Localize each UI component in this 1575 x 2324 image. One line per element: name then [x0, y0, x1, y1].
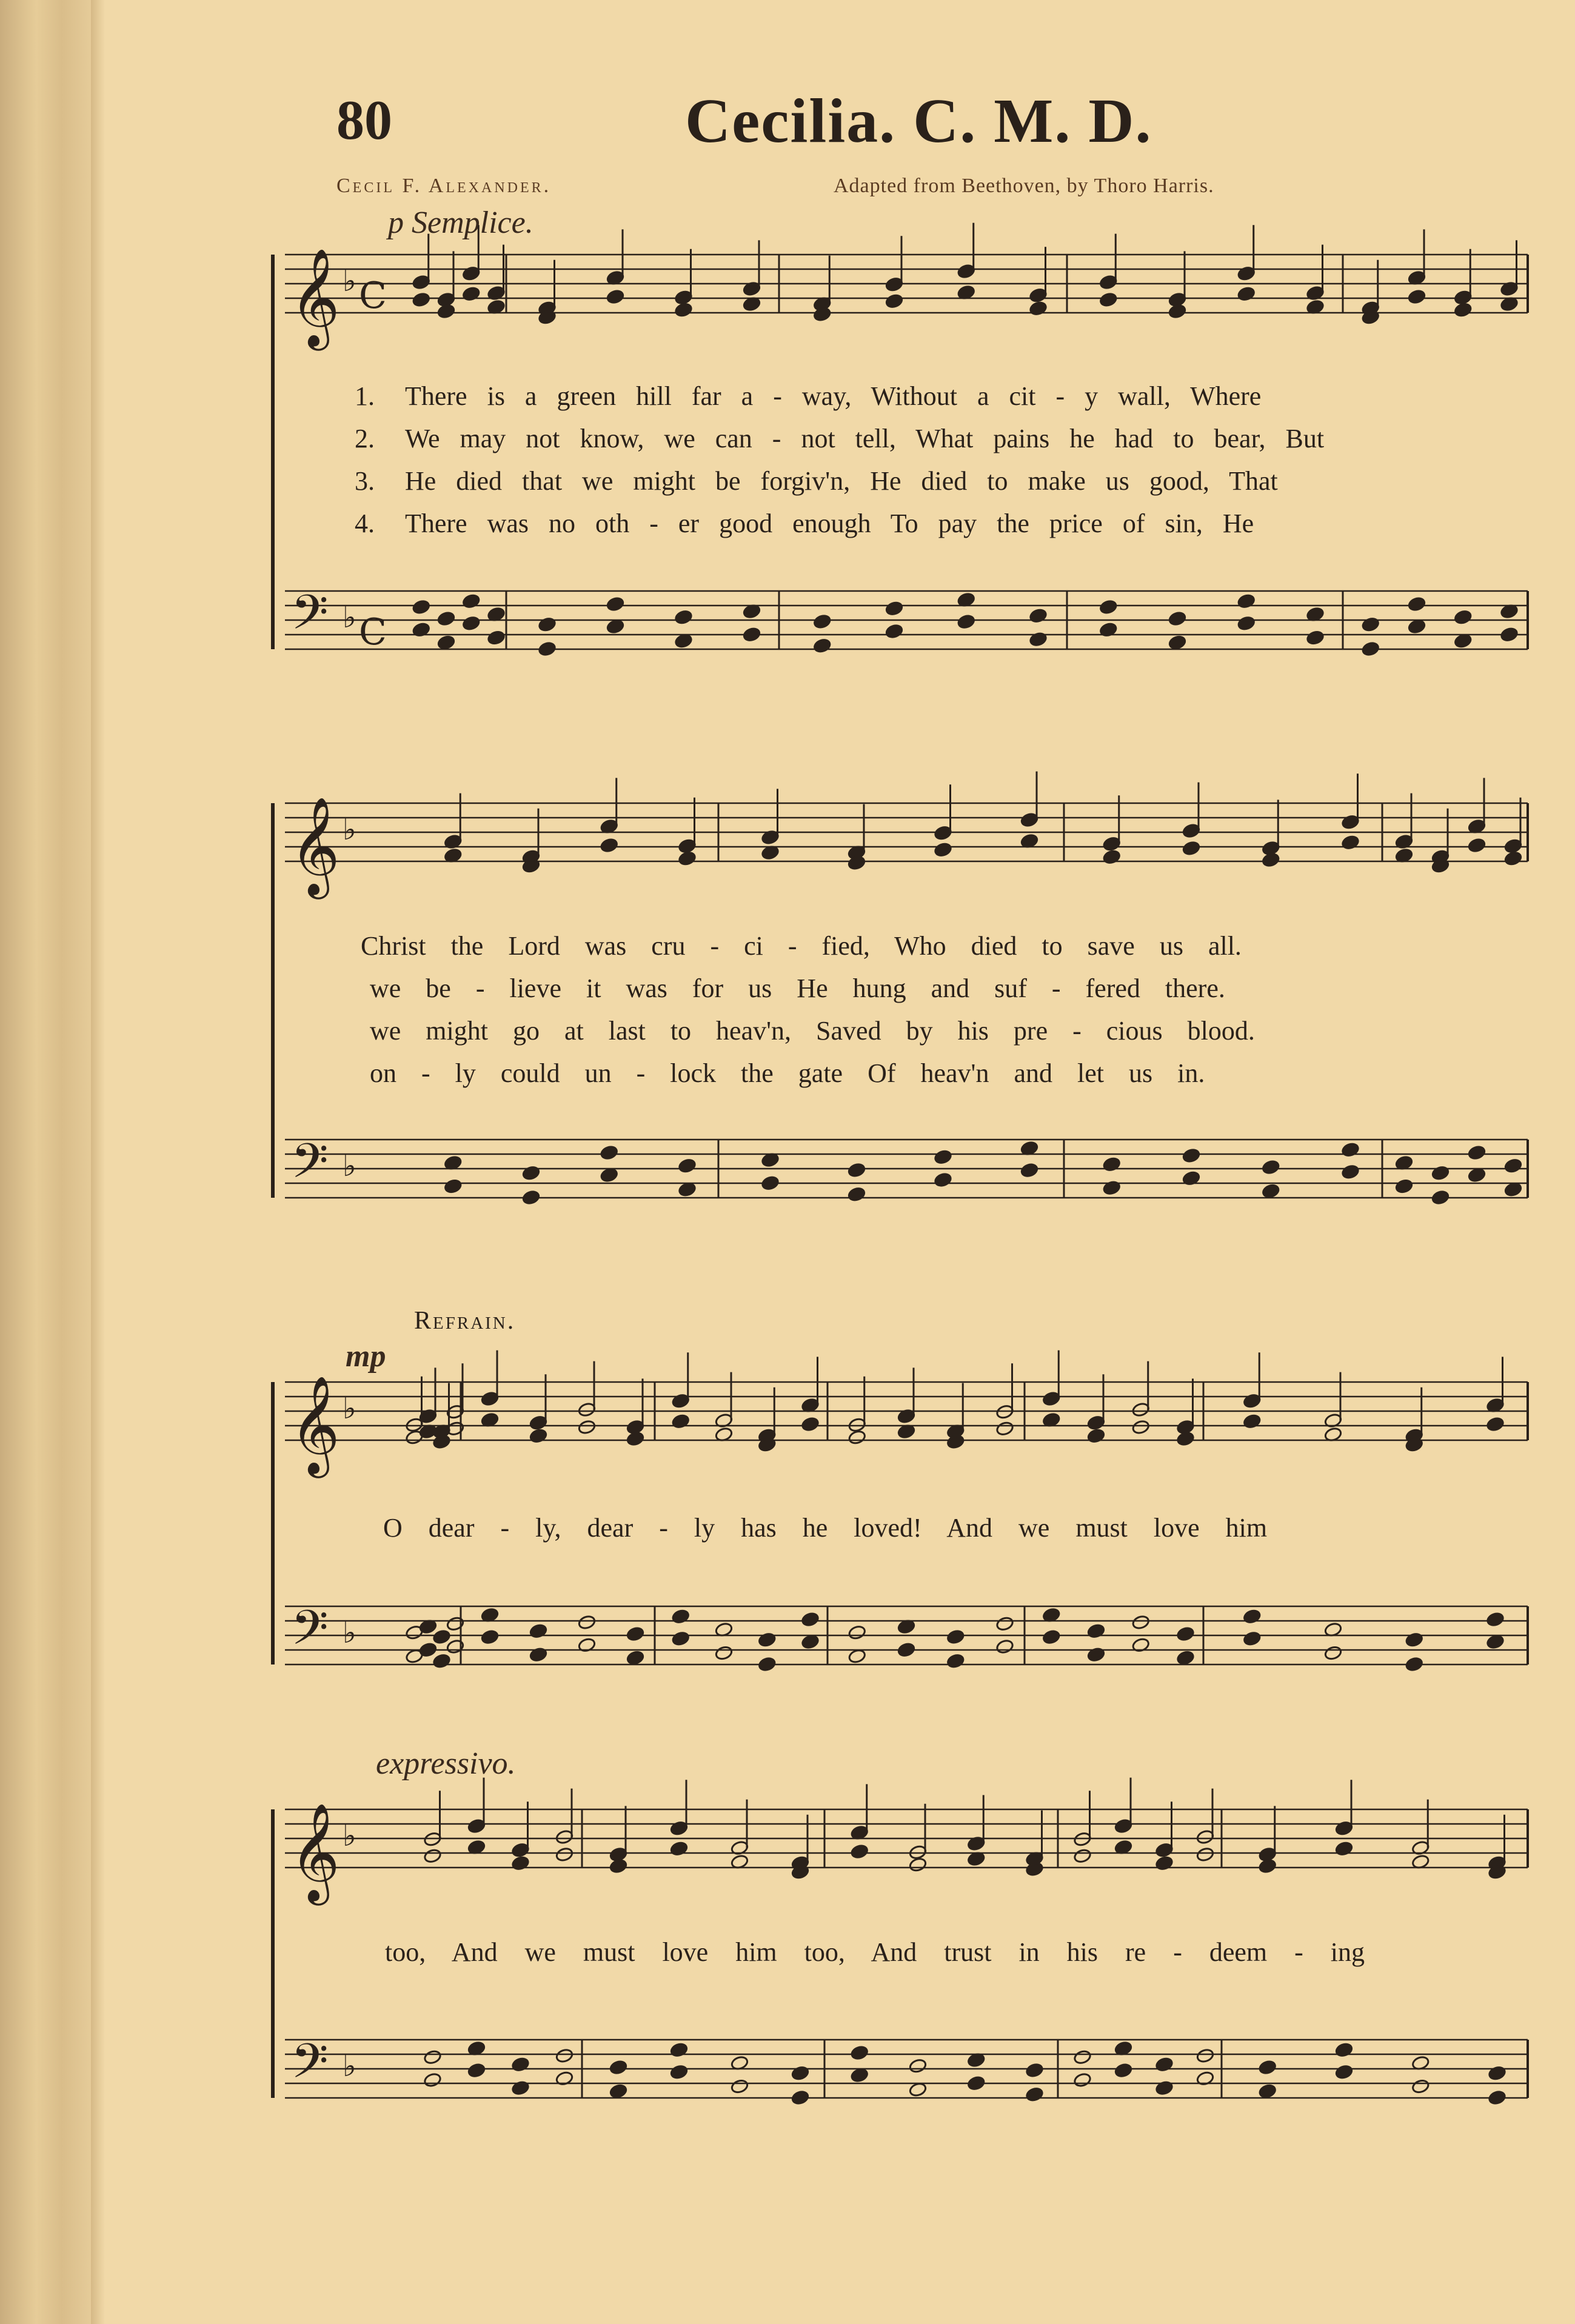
note-head — [1042, 1629, 1061, 1645]
note-head — [1102, 849, 1121, 865]
note-head — [1454, 302, 1473, 318]
note-head — [1486, 1417, 1505, 1432]
lyric-line-s2-v3: we might go at last to heav'n, Saved by his pre - cious blood. — [370, 1016, 1255, 1046]
note-head — [529, 1428, 548, 1444]
note-head — [606, 596, 625, 612]
note-head — [1361, 616, 1380, 632]
lyric-line-s2-v1: Christ the Lord was cru - ci - fied, Who died to save us all. — [361, 931, 1242, 961]
flat-icon: ♭ — [343, 264, 356, 298]
note-head — [1029, 632, 1048, 647]
note-head — [1176, 1431, 1195, 1447]
note-head — [885, 624, 904, 639]
note-head — [1468, 838, 1486, 853]
note-head — [511, 2080, 530, 2096]
note-head — [1087, 1647, 1106, 1663]
lyric-line-refrain-2: too, And we must love him too, And trust in his re - deem - ing — [385, 1937, 1365, 1967]
treble-clef-icon: 𝄞 — [290, 1803, 340, 1902]
note-head — [995, 1616, 1014, 1632]
note-head — [444, 1178, 463, 1194]
note-head — [850, 2068, 869, 2083]
note-head — [1243, 1609, 1262, 1624]
note-head — [678, 1181, 697, 1197]
note-head — [1243, 1631, 1262, 1646]
verse-number-2: 2. — [355, 424, 375, 453]
note-head — [437, 304, 456, 319]
lyric-line-s2-v2: we be - lieve it was for us He hung and suf - fered there. — [370, 973, 1225, 1003]
note-head — [1431, 1165, 1450, 1181]
note-head — [606, 619, 625, 635]
note-head — [1237, 615, 1256, 631]
note-head — [1029, 301, 1048, 316]
note-head — [885, 293, 904, 309]
note-head — [1408, 619, 1426, 635]
note-head — [743, 627, 761, 643]
note-head — [522, 1190, 541, 1206]
dynamic-marking-semplice: p Semplice. — [388, 205, 533, 240]
note-head — [1411, 2079, 1430, 2094]
note-head — [995, 1639, 1014, 1655]
time-signature: C — [359, 275, 387, 317]
note-head — [1237, 286, 1256, 302]
note-head — [670, 2042, 689, 2058]
note-head — [578, 1419, 597, 1435]
note-head — [538, 616, 557, 632]
note-head — [555, 2048, 574, 2063]
note-head — [423, 2072, 442, 2088]
dynamic-marking-mp: mp — [346, 1339, 386, 1374]
flat-icon: ♭ — [343, 601, 356, 635]
bass-clef-icon: 𝄢 — [291, 1133, 329, 1201]
note-head — [462, 593, 481, 609]
note-head — [437, 611, 456, 627]
note-head — [1196, 2048, 1215, 2063]
composer-credit: Adapted from Beethoven, by Thoro Harris. — [834, 175, 1214, 197]
note-head — [1468, 1145, 1486, 1161]
note-head — [1395, 1178, 1414, 1194]
verse-number-4: 4. — [355, 509, 375, 538]
flat-icon: ♭ — [343, 1616, 356, 1650]
note-head — [1262, 1183, 1280, 1199]
note-head — [1454, 633, 1473, 649]
note-head — [462, 615, 481, 631]
note-head — [1155, 2080, 1174, 2096]
note-head — [897, 1642, 916, 1658]
note-head — [529, 1623, 548, 1639]
lyric-line-s1-v4: There was no oth - er good enough To pay the price of sin, He — [405, 509, 1254, 538]
note-heads — [405, 223, 1522, 2106]
note-head — [957, 614, 975, 630]
flat-icon: ♭ — [343, 1392, 356, 1426]
note-head — [1504, 1158, 1523, 1174]
note-head — [791, 2065, 810, 2081]
note-head — [626, 1650, 645, 1666]
note-head — [909, 2082, 928, 2097]
note-head — [462, 286, 481, 302]
note-head — [731, 2079, 749, 2094]
note-head — [850, 1844, 869, 1860]
bass-clef-icon: 𝄢 — [291, 2033, 329, 2101]
note-head — [1324, 1645, 1343, 1661]
note-head — [609, 1858, 628, 1874]
note-head — [432, 1629, 451, 1644]
note-head — [1029, 608, 1048, 624]
bass-clef-icon: 𝄢 — [291, 1600, 329, 1668]
note-head — [1176, 1650, 1195, 1666]
note-head — [813, 638, 832, 653]
note-head — [1102, 1157, 1121, 1172]
note-head — [1258, 2083, 1277, 2099]
note-head — [412, 292, 430, 307]
note-head — [758, 1657, 777, 1672]
note-head — [801, 1417, 820, 1432]
note-head — [538, 641, 557, 657]
note-head — [909, 1857, 928, 1872]
note-head — [487, 630, 506, 646]
note-head — [1020, 1163, 1039, 1178]
lyric-line-s1-v3: He died that we might be forgiv'n, He died to make us good, That — [405, 466, 1278, 496]
note-head — [1025, 2062, 1044, 2078]
note-head — [423, 1848, 442, 1864]
note-head — [848, 1186, 866, 1202]
note-head — [761, 1175, 780, 1191]
note-head — [1099, 599, 1118, 615]
note-head — [1073, 2072, 1092, 2088]
note-head — [1335, 2064, 1354, 2080]
lyric-line-s1-v2: We may not know, we can - not tell, What pains he had to bear, But — [405, 424, 1325, 453]
note-head — [578, 1614, 597, 1630]
note-head — [671, 1609, 690, 1624]
note-head — [609, 2060, 628, 2075]
note-head — [848, 1162, 866, 1178]
note-head — [446, 1639, 465, 1655]
verse-number-1: 1. — [355, 381, 375, 411]
page-number: 80 — [336, 89, 392, 151]
note-head — [848, 1624, 866, 1640]
note-head — [1176, 1626, 1195, 1642]
bass-clef-icon: 𝄢 — [291, 584, 329, 652]
note-head — [848, 1429, 866, 1445]
verse-number-3: 3. — [355, 466, 375, 496]
note-head — [1237, 593, 1256, 609]
note-head — [1258, 1858, 1277, 1874]
note-head — [674, 609, 693, 625]
note-head — [1405, 1657, 1423, 1672]
note-head — [671, 1414, 690, 1429]
note-head — [412, 599, 430, 615]
note-head — [934, 1149, 952, 1165]
treble-clef-icon: 𝄞 — [290, 796, 340, 895]
dynamic-marking-expressivo: expressivo. — [376, 1746, 516, 1781]
lyric-line-s2-v4: on - ly could un - lock the gate Of heav'n and let us in. — [370, 1058, 1205, 1088]
note-head — [934, 1172, 952, 1188]
note-head — [1454, 609, 1473, 625]
hymn-title: Cecilia. C. M. D. — [685, 86, 1152, 156]
note-head — [1196, 1846, 1215, 1862]
note-head — [1341, 1142, 1360, 1158]
note-head — [467, 2063, 486, 2079]
note-head — [1504, 850, 1523, 866]
time-signature: C — [359, 611, 387, 653]
note-head — [626, 1431, 645, 1447]
note-head — [1341, 1164, 1360, 1180]
note-head — [1131, 1614, 1150, 1630]
note-head — [1486, 1612, 1505, 1628]
note-head — [670, 2064, 689, 2080]
refrain-label: Refrain. — [414, 1307, 516, 1335]
note-head — [1073, 2049, 1092, 2065]
staff-lines — [273, 248, 1528, 2101]
note-head — [1155, 2057, 1174, 2072]
note-head — [946, 1653, 965, 1669]
note-head — [606, 289, 625, 305]
note-head — [1168, 304, 1187, 319]
note-head — [1361, 641, 1380, 657]
note-head — [600, 1167, 618, 1183]
note-head — [1262, 852, 1280, 868]
note-head — [1168, 635, 1187, 650]
note-head — [511, 1855, 530, 1871]
note-head — [995, 1421, 1014, 1437]
note-head — [529, 1647, 548, 1663]
note-head — [934, 842, 952, 858]
note-head — [1258, 2060, 1277, 2075]
note-head — [813, 613, 832, 629]
note-head — [1335, 1841, 1354, 1857]
note-head — [967, 2075, 986, 2091]
note-head — [946, 1629, 965, 1644]
note-head — [1025, 2086, 1044, 2102]
note-head — [511, 2057, 530, 2072]
note-head — [1408, 596, 1426, 612]
note-head — [1099, 292, 1118, 307]
note-head — [1102, 1180, 1121, 1196]
note-head — [1155, 1855, 1174, 1871]
note-head — [850, 2045, 869, 2061]
note-head — [1488, 2065, 1506, 2081]
note-head — [791, 2090, 810, 2106]
note-head — [1468, 1167, 1486, 1183]
flat-icon: ♭ — [343, 813, 356, 847]
note-head — [437, 635, 456, 650]
note-head — [626, 1626, 645, 1642]
flat-icon: ♭ — [343, 1149, 356, 1183]
note-head — [1408, 289, 1426, 305]
note-head — [1306, 630, 1325, 646]
note-head — [848, 1648, 866, 1664]
note-head — [600, 1145, 618, 1161]
note-head — [678, 1158, 697, 1174]
flat-icon: ♭ — [343, 2049, 356, 2083]
note-head — [1431, 1190, 1450, 1206]
note-head — [432, 1653, 451, 1669]
note-head — [446, 1616, 465, 1632]
note-head — [1114, 2063, 1133, 2079]
note-head — [1073, 1848, 1092, 1864]
note-head — [609, 2083, 628, 2099]
lyricist-credit: Cecil F. Alexander. — [336, 175, 552, 197]
note-head — [1168, 611, 1187, 627]
note-head — [1087, 1623, 1106, 1639]
note-head — [801, 1612, 820, 1628]
note-head — [522, 1165, 541, 1181]
note-head — [678, 850, 697, 866]
note-head — [909, 2058, 928, 2074]
lyric-line-s1-v1: There is a green hill far a - way, Without a cit - y wall, Where — [405, 381, 1262, 411]
note-head — [555, 1846, 574, 1862]
note-head — [758, 1632, 777, 1648]
note-head — [1182, 1147, 1201, 1163]
note-head — [1500, 627, 1519, 643]
lyric-line-refrain-1: O dear - ly, dear - ly has he loved! And we must love him — [383, 1513, 1268, 1543]
note-head — [423, 2049, 442, 2065]
note-head — [1335, 2042, 1354, 2058]
note-head — [801, 1634, 820, 1650]
note-head — [1087, 1428, 1106, 1444]
note-head — [674, 302, 693, 318]
note-head — [1243, 1414, 1262, 1429]
note-head — [1341, 835, 1360, 850]
note-head — [671, 1631, 690, 1646]
note-head — [1131, 1419, 1150, 1435]
note-head — [1486, 1634, 1505, 1650]
note-head — [885, 601, 904, 616]
note-head — [1262, 1160, 1280, 1175]
note-head — [1182, 840, 1201, 856]
note-head — [674, 633, 693, 649]
note-head — [670, 1841, 689, 1857]
note-head — [481, 1629, 500, 1645]
note-head — [600, 838, 618, 853]
note-head — [1405, 1632, 1423, 1648]
note-head — [1504, 1181, 1523, 1197]
flat-icon: ♭ — [343, 1819, 356, 1853]
note-head — [715, 1645, 734, 1661]
treble-clef-icon: 𝄞 — [290, 1375, 340, 1474]
treble-clef-icon: 𝄞 — [290, 248, 340, 347]
note-head — [1488, 2090, 1506, 2106]
